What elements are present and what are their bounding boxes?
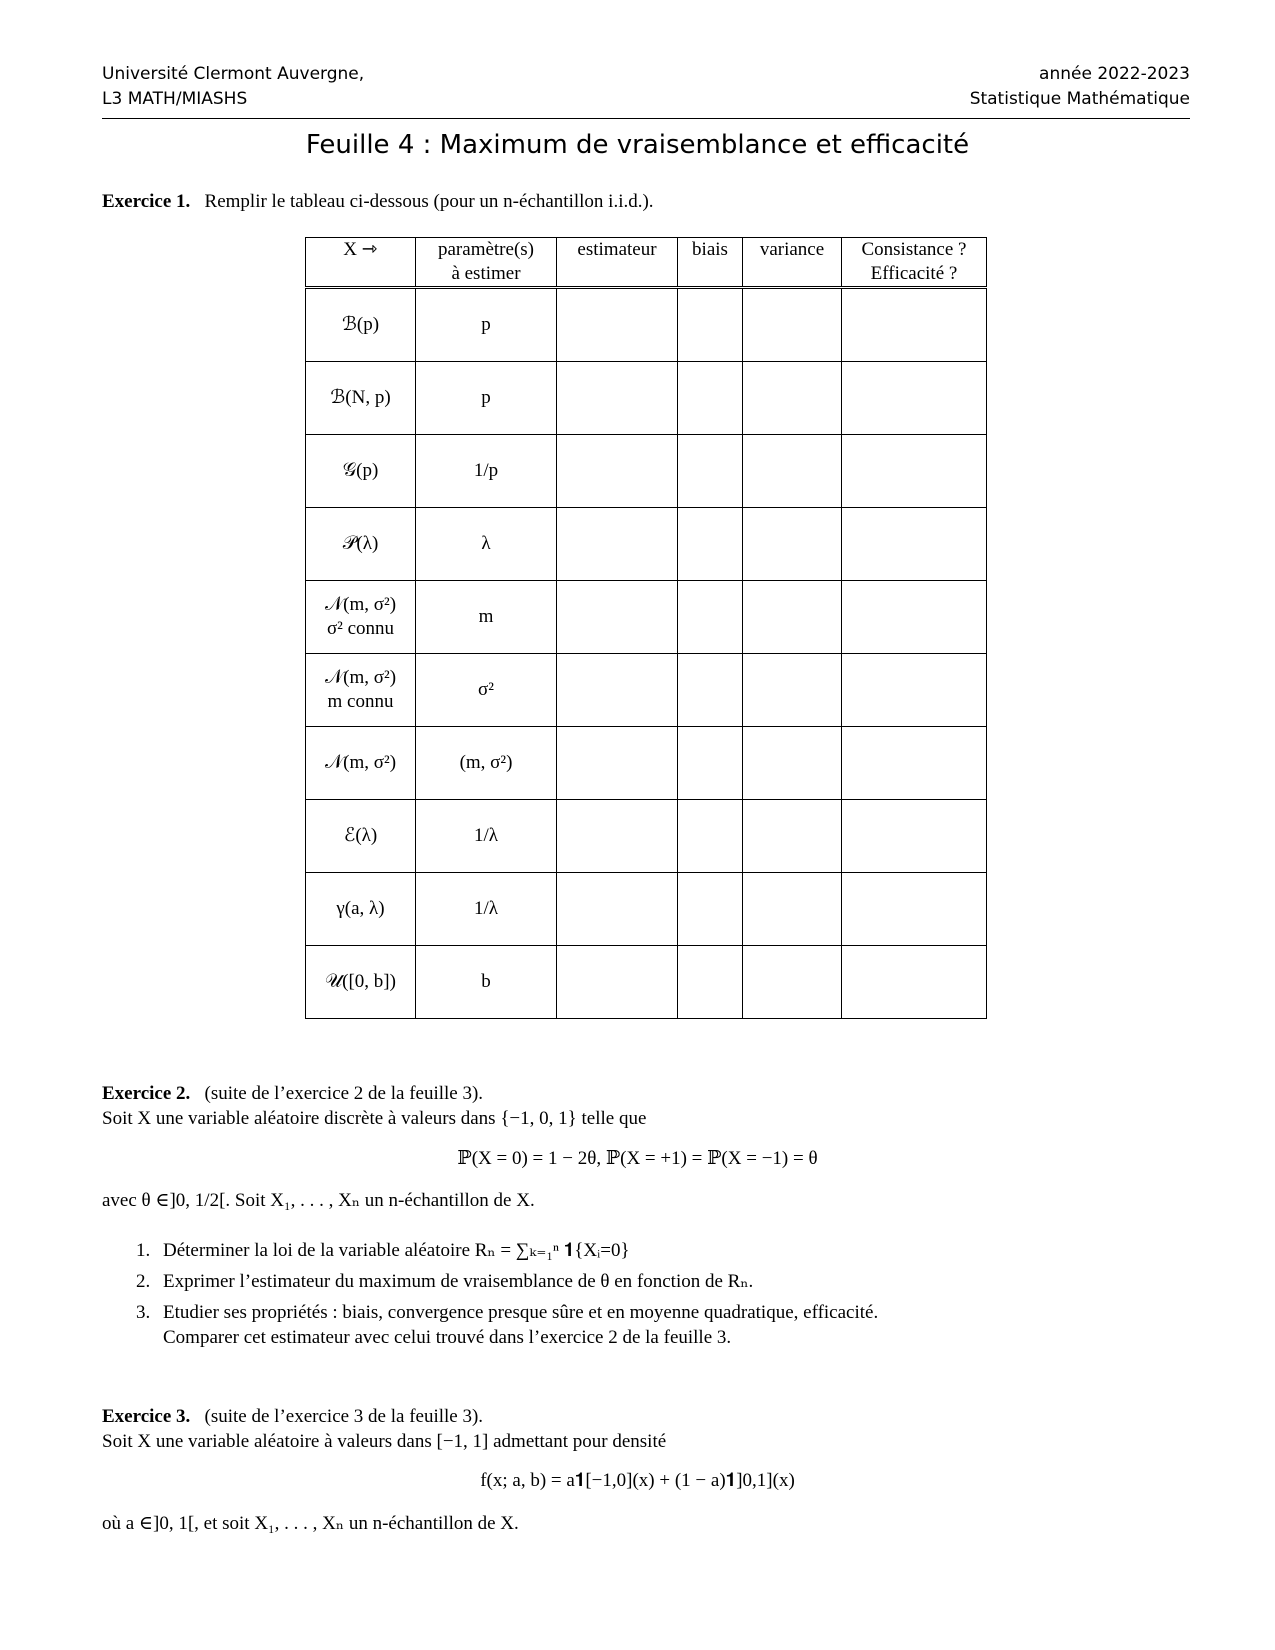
cell-bias[interactable]	[678, 362, 743, 435]
cell-estimator[interactable]	[557, 435, 678, 508]
law-name: 𝒰([0, b])	[325, 971, 396, 992]
col-consistency	[842, 238, 987, 288]
question-3: Etudier ses propriétés : biais, convergence presque sûre et en moyenne quadratique, efficacité.	[163, 1302, 879, 1323]
item-number: 1.	[136, 1240, 151, 1261]
exercise-3-heading	[102, 1404, 483, 1429]
table-row	[306, 800, 987, 873]
cell-estimator[interactable]	[557, 654, 678, 727]
header-rule	[102, 118, 1190, 119]
cell-consistency[interactable]	[842, 800, 987, 873]
cell-estimator[interactable]	[557, 873, 678, 946]
exercise-2-formula: ℙ(X = 0) = 1 − 2θ, ℙ(X = +1) = ℙ(X = −1) = θ	[457, 1148, 818, 1169]
law-name: 𝒩(m, σ²)	[324, 594, 397, 615]
exercise-3-sample: où a ∈]0, 1[, et soit X₁, . . . , Xₙ un n-échantillon de X.	[102, 1513, 519, 1534]
col-parameter	[416, 238, 557, 288]
list-item	[136, 1269, 878, 1294]
cell-estimator[interactable]	[557, 727, 678, 800]
cell-bias[interactable]	[678, 800, 743, 873]
cell-law	[306, 508, 416, 581]
table-row	[306, 435, 987, 508]
cell-bias[interactable]	[678, 727, 743, 800]
cell-bias[interactable]	[678, 581, 743, 654]
cell-law	[306, 727, 416, 800]
exercise-2-questions	[136, 1238, 878, 1356]
cell-estimator[interactable]	[557, 362, 678, 435]
exercise-1-text: Remplir le tableau ci-dessous (pour un n-échantillon i.i.d.).	[204, 191, 654, 212]
cell-consistency[interactable]	[842, 508, 987, 581]
list-item	[136, 1238, 878, 1263]
cell-estimator[interactable]	[557, 946, 678, 1019]
cell-parameter: 1/λ	[416, 873, 557, 946]
table-row	[306, 508, 987, 581]
cell-variance[interactable]	[743, 288, 842, 362]
law-condition: σ² connu	[326, 618, 395, 639]
cell-consistency[interactable]	[842, 435, 987, 508]
table-row	[306, 873, 987, 946]
law-condition: m connu	[327, 691, 394, 712]
col-consistency-line1: Consistance ?	[861, 239, 967, 260]
col-parameter-line1: paramètre(s)	[438, 239, 534, 260]
cell-bias[interactable]	[678, 873, 743, 946]
table-header-row	[306, 238, 987, 288]
cell-variance[interactable]	[743, 946, 842, 1019]
cell-consistency[interactable]	[842, 288, 987, 362]
col-bias: biais	[678, 238, 743, 288]
cell-consistency[interactable]	[842, 654, 987, 727]
header-right	[970, 62, 1190, 112]
question-1: Déterminer la loi de la variable aléatoire Rₙ = ∑ₖ₌₁ⁿ 𝟏{Xᵢ=0}	[163, 1240, 630, 1261]
cell-estimator[interactable]	[557, 800, 678, 873]
col-estimator: estimateur	[557, 238, 678, 288]
cell-consistency[interactable]	[842, 581, 987, 654]
cell-bias[interactable]	[678, 508, 743, 581]
cell-law	[306, 581, 416, 654]
table-row	[306, 727, 987, 800]
page-title: Feuille 4 : Maximum de vraisemblance et efficacité	[305, 130, 970, 160]
col-parameter-line2: à estimer	[451, 263, 521, 284]
cell-law	[306, 288, 416, 362]
cell-parameter: m	[416, 581, 557, 654]
exercise-1-label: Exercice 1.	[102, 191, 191, 212]
cell-parameter: λ	[416, 508, 557, 581]
exercise-1-statement	[102, 189, 654, 214]
cell-bias[interactable]	[678, 435, 743, 508]
cell-variance[interactable]	[743, 362, 842, 435]
law-name: 𝒩(m, σ²)	[324, 752, 397, 773]
cell-consistency[interactable]	[842, 727, 987, 800]
table-row	[306, 654, 987, 727]
exercise-3-definition: Soit X une variable aléatoire à valeurs dans [−1, 1] admettant pour densité	[102, 1431, 667, 1452]
cell-consistency[interactable]	[842, 873, 987, 946]
cell-law	[306, 362, 416, 435]
exercise-2-heading	[102, 1081, 483, 1106]
col-consistency-line2: Efficacité ?	[870, 263, 958, 284]
estimators-table	[305, 237, 987, 1019]
item-number: 3.	[136, 1302, 151, 1323]
law-name: 𝒢(p)	[342, 460, 379, 481]
table-row	[306, 946, 987, 1019]
cell-bias[interactable]	[678, 946, 743, 1019]
table-row	[306, 288, 987, 362]
cell-parameter: σ²	[416, 654, 557, 727]
exercise-2-label: Exercice 2.	[102, 1083, 191, 1104]
exercise-3-density-formula: f(x; a, b) = a𝟏[−1,0](x) + (1 − a)𝟏]0,1](x)	[480, 1470, 795, 1491]
cell-parameter: 1/p	[416, 435, 557, 508]
cell-estimator[interactable]	[557, 508, 678, 581]
table-row	[306, 362, 987, 435]
exercise-2-definition: Soit X une variable aléatoire discrète à valeurs dans {−1, 0, 1} telle que	[102, 1108, 647, 1129]
question-2: Exprimer l’estimateur du maximum de vraisemblance de θ en fonction de Rₙ.	[163, 1271, 754, 1292]
law-name: γ(a, λ)	[336, 898, 385, 919]
cell-bias[interactable]	[678, 288, 743, 362]
exercise-3-label: Exercice 3.	[102, 1406, 191, 1427]
col-variance: variance	[743, 238, 842, 288]
cell-variance[interactable]	[743, 800, 842, 873]
cell-estimator[interactable]	[557, 581, 678, 654]
course-name: Statistique Mathématique	[969, 89, 1190, 109]
cell-law	[306, 946, 416, 1019]
cell-parameter: p	[416, 288, 557, 362]
cell-law	[306, 654, 416, 727]
cell-parameter: b	[416, 946, 557, 1019]
academic-year: année 2022-2023	[1039, 64, 1190, 84]
cell-variance[interactable]	[743, 727, 842, 800]
cell-variance[interactable]	[743, 581, 842, 654]
course-level: L3 MATH/MIASHS	[102, 89, 248, 109]
law-name: 𝒫(λ)	[342, 533, 379, 554]
table-row	[306, 581, 987, 654]
law-name: ℬ(p)	[341, 314, 380, 335]
exercise-2-intro: (suite de l’exercice 2 de la feuille 3).	[204, 1083, 484, 1104]
cell-variance[interactable]	[743, 435, 842, 508]
cell-variance[interactable]	[743, 654, 842, 727]
cell-law	[306, 873, 416, 946]
cell-parameter: 1/λ	[416, 800, 557, 873]
law-name: ℰ(λ)	[343, 825, 378, 846]
university-name: Université Clermont Auvergne,	[102, 64, 365, 84]
cell-law	[306, 435, 416, 508]
header-left	[102, 62, 364, 112]
item-number: 2.	[136, 1271, 151, 1292]
list-item	[136, 1300, 878, 1350]
cell-variance[interactable]	[743, 508, 842, 581]
cell-parameter: p	[416, 362, 557, 435]
law-name: 𝒩(m, σ²)	[324, 667, 397, 688]
cell-consistency[interactable]	[842, 362, 987, 435]
cell-law	[306, 800, 416, 873]
exercise-2-sample: avec θ ∈]0, 1/2[. Soit X₁, . . . , Xₙ un n-échantillon de X.	[102, 1190, 535, 1211]
law-name: ℬ(N, p)	[330, 387, 391, 408]
cell-estimator[interactable]	[557, 288, 678, 362]
exercise-3-intro: (suite de l’exercice 3 de la feuille 3).	[204, 1406, 484, 1427]
cell-variance[interactable]	[743, 873, 842, 946]
cell-parameter: (m, σ²)	[416, 727, 557, 800]
question-3-continuation: Comparer cet estimateur avec celui trouvé dans l’exercice 2 de la feuille 3.	[163, 1327, 732, 1348]
col-law: X ⇾	[306, 238, 416, 288]
cell-bias[interactable]	[678, 654, 743, 727]
cell-consistency[interactable]	[842, 946, 987, 1019]
